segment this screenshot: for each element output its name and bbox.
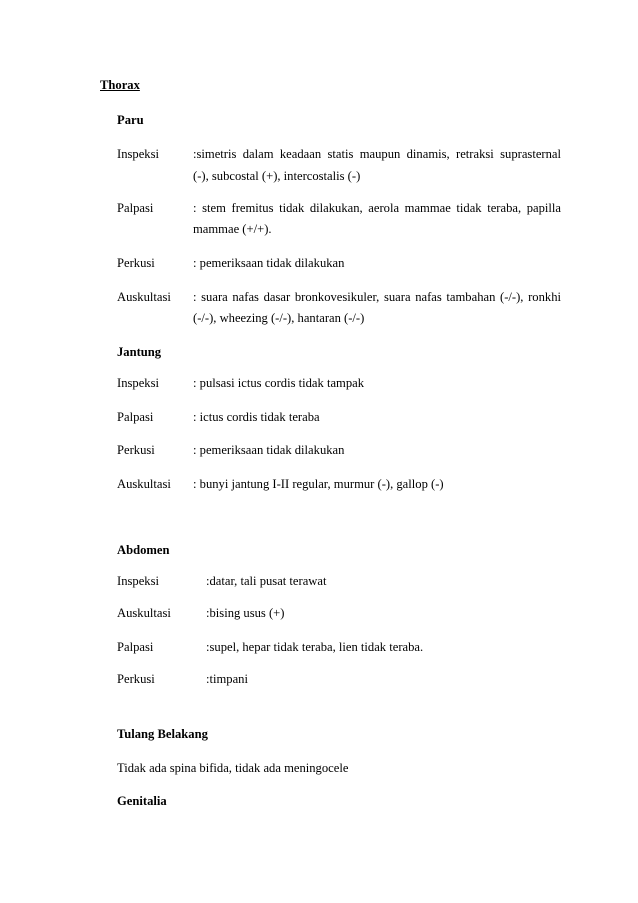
section-title-thorax: Thorax [100, 78, 140, 92]
paru-palpasi-line2: mammae (+/+). [193, 222, 272, 236]
abdomen-inspeksi-label: Inspeksi [117, 574, 159, 588]
jantung-palpasi-label: Palpasi [117, 410, 154, 424]
abdomen-palpasi-value: :supel, hepar tidak teraba, lien tidak teraba. [206, 640, 424, 654]
abdomen-perkusi-value: :timpani [206, 672, 248, 686]
paru-auskultasi-label: Auskultasi [117, 290, 171, 304]
abdomen-inspeksi-value: :datar, tali pusat terawat [206, 574, 327, 588]
paru-inspeksi-line2: (-), subcostal (+), intercostalis (-) [193, 169, 361, 183]
paru-auskultasi-line2: (-/-), wheezing (-/-), hantaran (-/-) [193, 311, 365, 325]
paru-auskultasi-line1: : suara nafas dasar bronkovesikuler, suara nafas tambahan (-/-), ronkhi [193, 290, 561, 304]
section-heading-abdomen: Abdomen [117, 543, 170, 557]
abdomen-auskultasi-label: Auskultasi [117, 606, 171, 620]
jantung-inspeksi-label: Inspeksi [117, 376, 159, 390]
paru-perkusi-value: : pemeriksaan tidak dilakukan [193, 256, 345, 270]
jantung-auskultasi-label: Auskultasi [117, 477, 171, 491]
jantung-perkusi-label: Perkusi [117, 443, 155, 457]
jantung-palpasi-value: : ictus cordis tidak teraba [193, 410, 320, 424]
section-heading-genitalia: Genitalia [117, 794, 167, 808]
jantung-auskultasi-value: : bunyi jantung I-II regular, murmur (-), gallop (-) [193, 477, 444, 491]
paru-palpasi-line1: : stem fremitus tidak dilakukan, aerola mammae tidak teraba, papilla [193, 201, 561, 215]
paru-inspeksi-line1: :simetris dalam keadaan statis maupun dinamis, retraksi suprasternal [193, 147, 561, 161]
paru-inspeksi-label: Inspeksi [117, 147, 159, 161]
paru-palpasi-label: Palpasi [117, 201, 154, 215]
subsection-heading-jantung: Jantung [117, 345, 162, 359]
section-heading-tulang-belakang: Tulang Belakang [117, 727, 208, 741]
subsection-heading-paru: Paru [117, 113, 144, 127]
abdomen-auskultasi-value: :bising usus (+) [206, 606, 285, 620]
abdomen-perkusi-label: Perkusi [117, 672, 155, 686]
paru-perkusi-label: Perkusi [117, 256, 155, 270]
jantung-inspeksi-value: : pulsasi ictus cordis tidak tampak [193, 376, 365, 390]
abdomen-palpasi-label: Palpasi [117, 640, 154, 654]
tulang-belakang-text: Tidak ada spina bifida, tidak ada meningocele [117, 761, 349, 775]
jantung-perkusi-value: : pemeriksaan tidak dilakukan [193, 443, 345, 457]
